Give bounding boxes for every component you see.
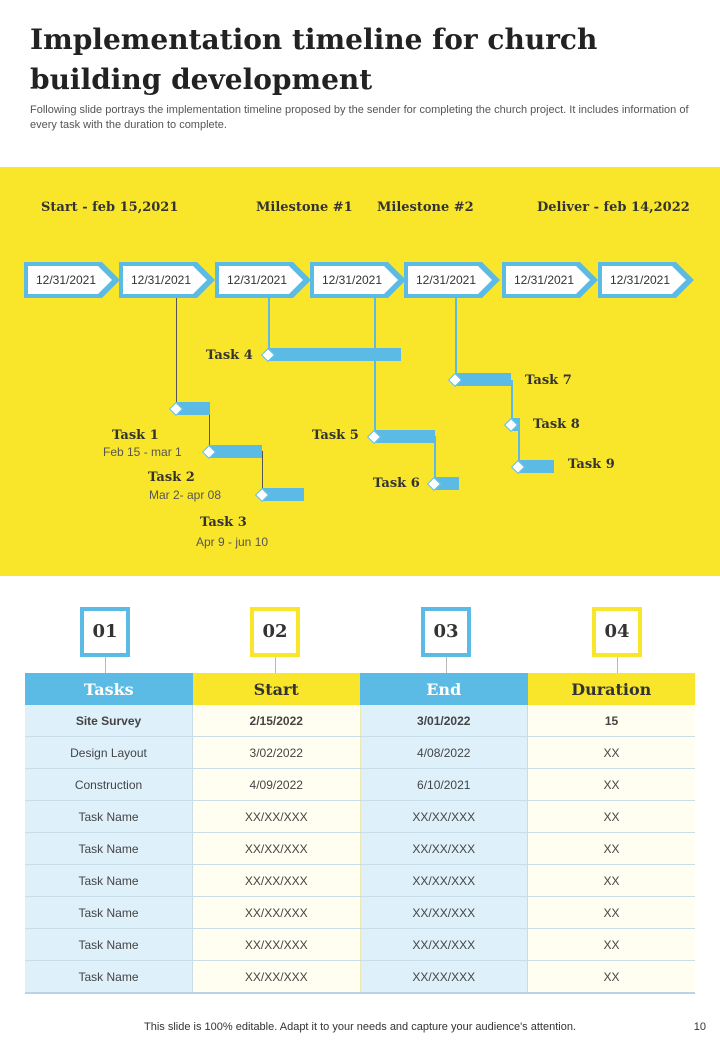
table-row xyxy=(25,737,695,769)
duration-cell: XX xyxy=(528,929,696,961)
end-cell: XX/XX/XXX xyxy=(360,865,528,897)
column-header-end: End xyxy=(360,673,528,705)
start-cell: XX/XX/XXX xyxy=(193,801,361,833)
date-chevron-label: 12/31/2021 xyxy=(415,273,477,287)
start-cell: XX/XX/XXX xyxy=(193,865,361,897)
task-7-bar xyxy=(455,373,511,386)
table-row xyxy=(25,897,695,929)
start-cell: 3/02/2022 xyxy=(193,737,361,769)
task-cell: Task Name xyxy=(25,865,193,897)
start-cell: XX/XX/XXX xyxy=(193,929,361,961)
task-9-label: Task 9 xyxy=(568,457,615,472)
step-stem xyxy=(617,657,618,673)
task-4-label: Task 4 xyxy=(206,348,253,363)
duration-cell: XX xyxy=(528,961,696,994)
end-cell: XX/XX/XXX xyxy=(360,897,528,929)
task-2-bar xyxy=(209,445,262,458)
page-number: 10 xyxy=(693,1021,706,1033)
step-stem xyxy=(275,657,276,673)
duration-cell: XX xyxy=(528,865,696,897)
task-cell: Task Name xyxy=(25,801,193,833)
date-chevron xyxy=(119,262,215,298)
table-row xyxy=(25,801,695,833)
start-cell: XX/XX/XXX xyxy=(193,833,361,865)
task-schedule-table xyxy=(25,673,695,994)
column-header-duration: Duration xyxy=(528,673,696,705)
start-cell: XX/XX/XXX xyxy=(193,897,361,929)
task-cell: Design Layout xyxy=(25,737,193,769)
step-stem xyxy=(446,657,447,673)
connector-line xyxy=(455,298,457,380)
milestone-start-label: Start - feb 15,2021 xyxy=(41,200,179,215)
page-subtitle: Following slide portrays the implementation timeline proposed by the sender for completing the church project. It includes information of every task with the duration to complete. xyxy=(30,104,689,131)
task-cell: Task Name xyxy=(25,929,193,961)
column-header-start: Start xyxy=(193,673,361,705)
milestone-1-label: Milestone #1 xyxy=(256,200,353,215)
start-cell: XX/XX/XXX xyxy=(193,961,361,994)
duration-cell: 15 xyxy=(528,705,696,737)
table-row xyxy=(25,769,695,801)
table-row xyxy=(25,705,695,737)
date-chevron-label: 12/31/2021 xyxy=(130,273,192,287)
step-stem xyxy=(105,657,106,673)
page-title: Implementation timeline for church building development xyxy=(30,23,598,96)
timeline-band xyxy=(0,167,720,576)
task-cell: Construction xyxy=(25,769,193,801)
connector-line xyxy=(434,436,436,483)
duration-cell: XX xyxy=(528,833,696,865)
date-chevron xyxy=(502,262,598,298)
start-cell: 2/15/2022 xyxy=(193,705,361,737)
table-row xyxy=(25,961,695,994)
task-2-dates: Mar 2- apr 08 xyxy=(149,488,222,502)
table-header-row xyxy=(25,673,695,705)
task-5-bar xyxy=(374,430,435,443)
step-number-box: 02 xyxy=(250,607,300,657)
end-cell: XX/XX/XXX xyxy=(360,801,528,833)
date-chevron-label: 12/31/2021 xyxy=(321,273,383,287)
task-3-dates: Apr 9 - jun 10 xyxy=(196,535,269,549)
task-6-label: Task 6 xyxy=(373,476,420,491)
column-header-tasks: Tasks xyxy=(25,673,193,705)
end-cell: XX/XX/XXX xyxy=(360,929,528,961)
step-number-box: 04 xyxy=(592,607,642,657)
table-row xyxy=(25,833,695,865)
task-cell: Site Survey xyxy=(25,705,193,737)
table-row xyxy=(25,929,695,961)
date-chevron-label: 12/31/2021 xyxy=(226,273,288,287)
connector-line xyxy=(176,298,177,408)
connector-line xyxy=(374,298,376,436)
date-chevron-label: 12/31/2021 xyxy=(35,273,97,287)
date-chevron xyxy=(310,262,406,298)
end-cell: XX/XX/XXX xyxy=(360,961,528,994)
end-cell: 3/01/2022 xyxy=(360,705,528,737)
connector-line xyxy=(268,298,270,354)
date-chevron xyxy=(215,262,311,298)
task-5-label: Task 5 xyxy=(312,428,359,443)
task-2-label: Task 2 xyxy=(148,470,195,485)
date-chevron xyxy=(24,262,120,298)
task-3-label: Task 3 xyxy=(200,515,247,530)
milestone-deliver-label: Deliver - feb 14,2022 xyxy=(537,200,690,215)
duration-cell: XX xyxy=(528,897,696,929)
task-7-label: Task 7 xyxy=(525,373,572,388)
duration-cell: XX xyxy=(528,737,696,769)
task-8-label: Task 8 xyxy=(533,417,580,432)
end-cell: 4/08/2022 xyxy=(360,737,528,769)
date-chevron-label: 12/31/2021 xyxy=(609,273,671,287)
duration-cell: XX xyxy=(528,801,696,833)
table-row xyxy=(25,865,695,897)
end-cell: XX/XX/XXX xyxy=(360,833,528,865)
task-1-label: Task 1 xyxy=(112,428,159,443)
date-chevron-label: 12/31/2021 xyxy=(513,273,575,287)
step-number-box: 03 xyxy=(421,607,471,657)
task-4-bar xyxy=(268,348,401,361)
duration-cell: XX xyxy=(528,769,696,801)
date-chevron xyxy=(404,262,500,298)
step-number-box: 01 xyxy=(80,607,130,657)
end-cell: 6/10/2021 xyxy=(360,769,528,801)
date-chevron xyxy=(598,262,694,298)
start-cell: 4/09/2022 xyxy=(193,769,361,801)
task-cell: Task Name xyxy=(25,833,193,865)
task-1-dates: Feb 15 - mar 1 xyxy=(103,445,182,459)
footer-note: This slide is 100% editable. Adapt it to your needs and capture your audience's attention. xyxy=(144,1021,576,1033)
task-cell: Task Name xyxy=(25,961,193,994)
milestone-2-label: Milestone #2 xyxy=(377,200,474,215)
task-cell: Task Name xyxy=(25,897,193,929)
